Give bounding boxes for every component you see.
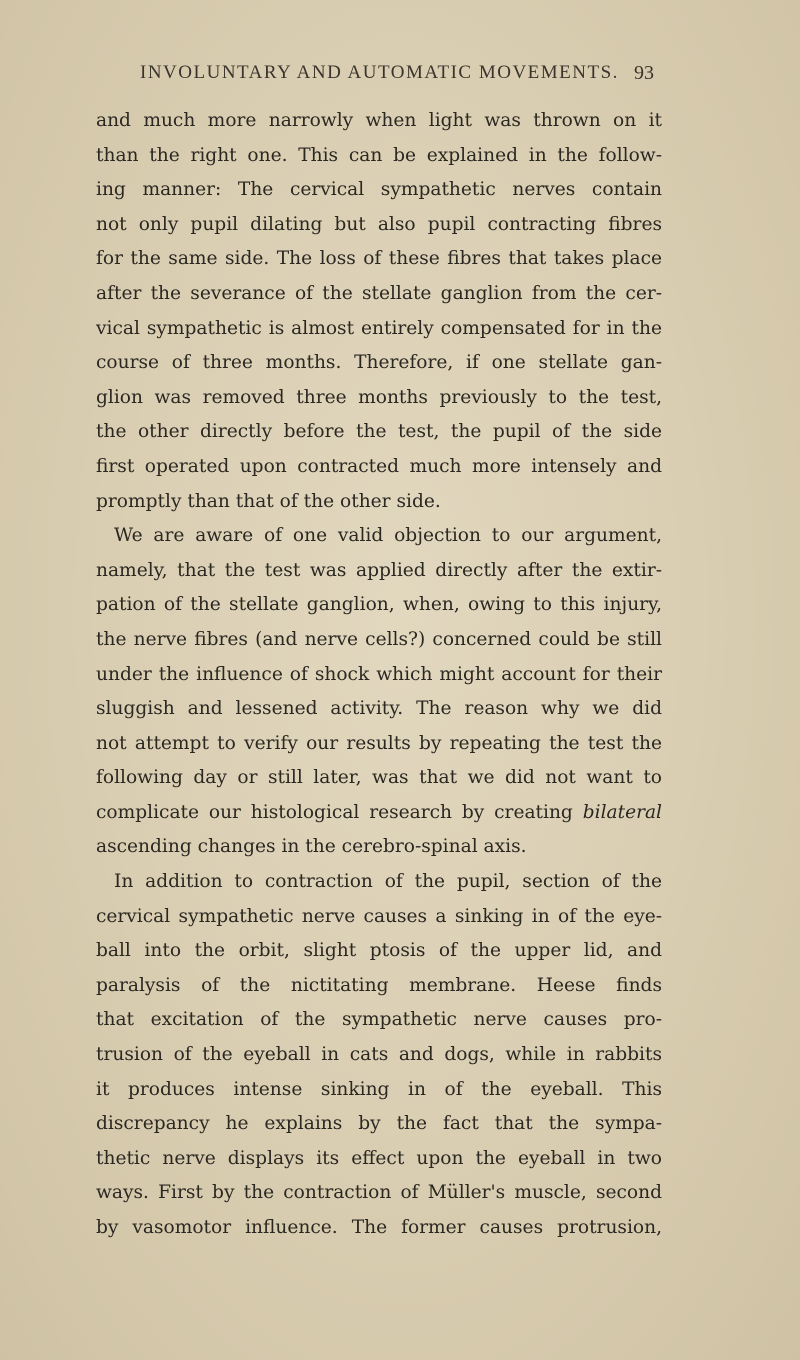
text-line: We are aware of one valid objection to our argument,	[114, 525, 662, 547]
text-line: the nerve fibres (and nerve cells?) concerned could be still	[96, 628, 662, 650]
text-line: paralysis of the nictitating membrane. Heese finds	[96, 974, 662, 996]
text-line: In addition to contraction of the pupil, section of the	[114, 871, 662, 893]
text-line: than the right one. This can be explained in the follow-	[96, 144, 662, 166]
text-line: ing manner: The cervical sympathetic nerves contain	[96, 179, 662, 201]
text-line: after the severance of the stellate ganglion from the cer-	[96, 282, 662, 304]
text-line: sluggish and lessened activity. The reason why we did	[96, 698, 662, 720]
text-line: not attempt to verify our results by repeating the test the	[96, 732, 662, 754]
text-line: following day or still later, was that we did not want to	[96, 767, 662, 789]
text-line: and much more narrowly when light was thrown on it	[96, 110, 662, 131]
text-line: cervical sympathetic nerve causes a sinking in of the eye-	[96, 905, 662, 927]
text-line: namely, that the test was applied directly after the extir-	[96, 559, 662, 581]
text-line: discrepancy he explains by the fact that the sympa-	[96, 1113, 662, 1135]
text-line: by vasomotor influence. The former causes protrusion,	[96, 1217, 662, 1238]
text-line: thetic nerve displays its effect upon the eyeball in two	[96, 1147, 662, 1169]
text-line: the other directly before the test, the pupil of the side	[96, 421, 662, 443]
text-line: it produces intense sinking in of the eyeball. This	[96, 1078, 662, 1100]
text-line: under the influence of shock which might account for their	[96, 663, 662, 685]
text-line: trusion of the eyeball in cats and dogs, while in rabbits	[96, 1044, 662, 1066]
running-head: INVOLUNTARY AND AUTOMATIC MOVEMENTS.	[140, 62, 619, 83]
page-number: 93	[634, 62, 654, 84]
text-line: glion was removed three months previously to the test,	[96, 386, 662, 408]
italic-word: bilateral	[582, 801, 662, 823]
text-line: ways. First by the contraction of Müller's muscle, second	[96, 1182, 662, 1204]
text-line: vical sympathetic is almost entirely compensated for in the	[96, 317, 662, 339]
text-line-with-italic	[96, 796, 662, 831]
text-segment: complicate our histological research by creating	[96, 801, 573, 823]
text-line: course of three months. Therefore, if one stellate gan-	[96, 352, 662, 374]
text-line: first operated upon contracted much more intensely and	[96, 455, 662, 477]
text-line: ascending changes in the cerebro-spinal axis.	[96, 836, 527, 858]
text-line: not only pupil dilating but also pupil contracting fibres	[96, 213, 662, 235]
text-line: promptly than that of the other side.	[96, 490, 441, 512]
text-line: that excitation of the sympathetic nerve causes pro-	[96, 1009, 662, 1031]
body-text	[96, 104, 662, 1246]
text-line: pation of the stellate ganglion, when, owing to this injury,	[96, 594, 662, 616]
text-line: for the same side. The loss of these fibres that takes place	[96, 248, 662, 270]
text-line: ball into the orbit, slight ptosis of the upper lid, and	[96, 940, 662, 962]
